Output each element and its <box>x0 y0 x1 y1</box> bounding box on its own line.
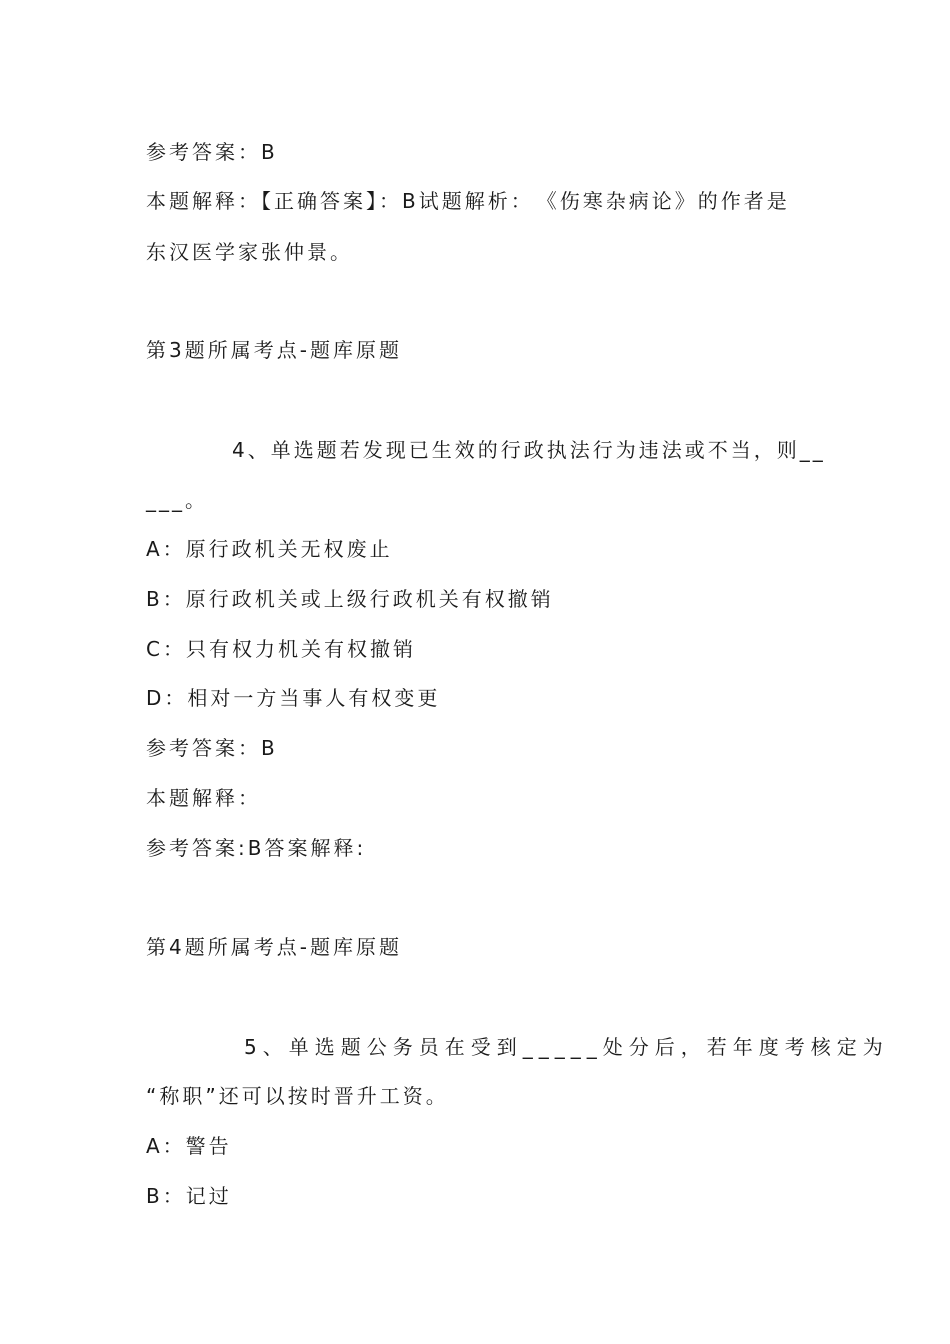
q4-option-d: D：相对一方当事人有权变更 <box>146 686 441 710</box>
q4-question-line2: ___。 <box>146 488 208 512</box>
q4-explanation: 本题解释： <box>146 786 261 810</box>
q5-question-line2: “称职”还可以按时晋升工资。 <box>146 1084 449 1108</box>
q5-option-b: B：记过 <box>146 1184 232 1208</box>
q4-option-c: C：只有权力机关有权撤销 <box>146 637 416 661</box>
q4-option-b: B：原行政机关或上级行政机关有权撤销 <box>146 587 554 611</box>
q3-source: 第3题所属考点-题库原题 <box>146 338 402 362</box>
q5-option-a: A：警告 <box>146 1134 232 1158</box>
q4-question-line1: 4、单选题若发现已生效的行政执法行为违法或不当，则__ <box>232 438 826 462</box>
q3-answer: 参考答案：B <box>146 140 278 164</box>
q4-answer-explanation: 参考答案:B答案解释: <box>146 836 367 860</box>
q3-explanation-line1: 本题解释：【正确答案】：B试题解析： 《伤寒杂病论》的作者是 <box>146 189 790 213</box>
q5-question-line1: 5、单选题公务员在受到_____处分后，若年度考核定为 <box>244 1035 889 1059</box>
q4-source: 第4题所属考点-题库原题 <box>146 935 402 959</box>
q3-explanation-line2: 东汉医学家张仲景。 <box>146 240 353 264</box>
q4-answer: 参考答案：B <box>146 736 278 760</box>
q4-option-a: A：原行政机关无权废止 <box>146 537 393 561</box>
